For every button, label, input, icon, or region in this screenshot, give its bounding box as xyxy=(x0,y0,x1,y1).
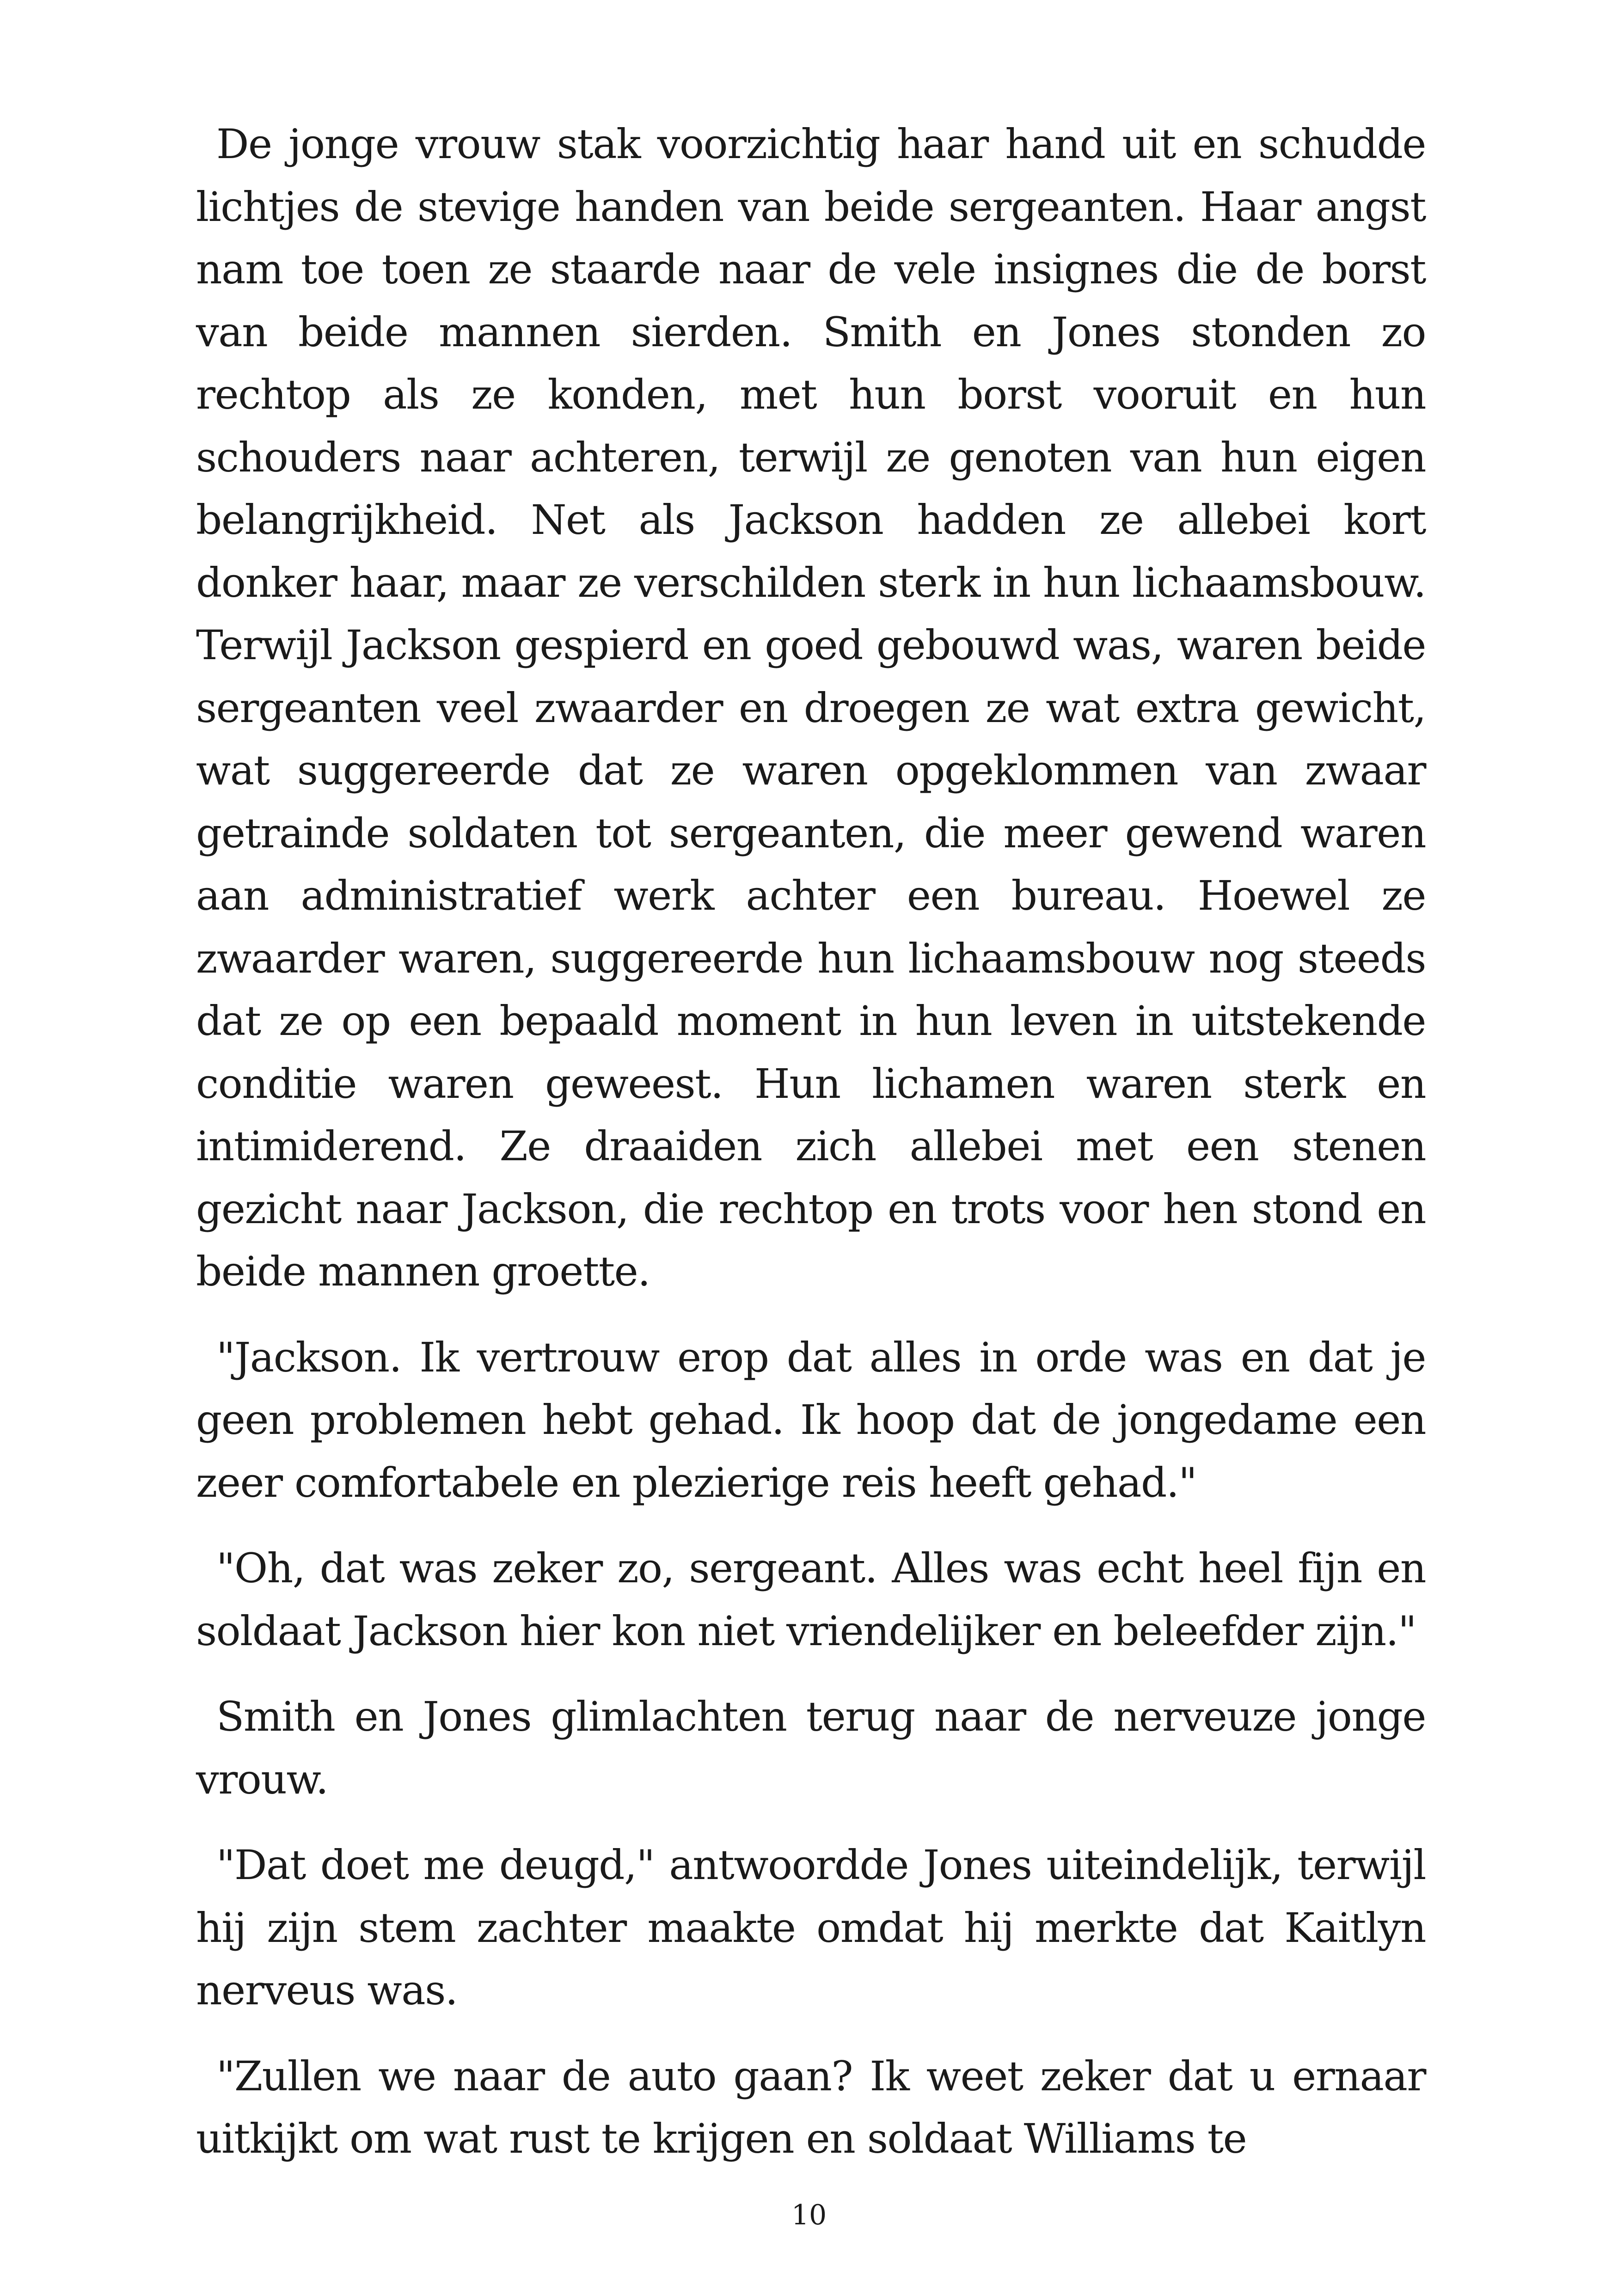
page-number: 10 xyxy=(791,2199,827,2231)
paragraph-1: De jonge vrouw stak voorzichtig haar hand uit en schudde lichtjes de stevige handen van beide sergeanten. Haar angst nam toe toen ze staarde naar de vele insignes die de borst van beide mannen sierden. Smith en Jones stonden zo rechtop als ze konden, met hun borst vooruit en hun schouders naar achteren, terwijl ze genoten van hun eigen belangrijkheid. Net als Jackson hadden ze allebei kort donker haar, maar ze verschilden sterk in hun lichaamsbouw. Terwijl Jackson gespierd en goed gebouwd was, waren beide sergeanten veel zwaarder en droegen ze wat extra gewicht, wat suggereerde dat ze waren opgeklommen van zwaar getrainde soldaten tot sergeanten, die meer gewend waren aan administratief werk achter een bureau. Hoewel ze zwaarder waren, suggereerde hun lichaamsbouw nog steeds dat ze op een bepaald moment in hun leven in uitstekende conditie waren geweest. Hun lichamen waren sterk en intimiderend. Ze draaiden zich allebei met een stenen gezicht naar Jackson, die rechtop en trots voor hen stond en beide mannen groette. xyxy=(196,120,1426,1295)
body-text xyxy=(196,113,1426,2193)
paragraph-3: "Oh, dat was zeker zo, sergeant. Alles was echt heel fijn en soldaat Jackson hier kon niet vriendelijker en beleefder zijn." xyxy=(196,1544,1426,1655)
paragraph-5: "Dat doet me deugd," antwoordde Jones uiteindelijk, terwijl hij zijn stem zachter maakte omdat hij merkte dat Kaitlyn nerveus was. xyxy=(196,1841,1426,2014)
paragraph-2: "Jackson. Ik vertrouw erop dat alles in orde was en dat je geen problemen hebt gehad. Ik hoop dat de jongedame een zeer comfortabele en plezierige reis heeft gehad." xyxy=(196,1333,1426,1506)
paragraph-6: "Zullen we naar de auto gaan? Ik weet zeker dat u ernaar uitkijkt om wat rust te krijgen en soldaat Williams te xyxy=(196,2052,1426,2162)
paragraph-4: Smith en Jones glimlachten terug naar de nerveuze jonge vrouw. xyxy=(196,1693,1426,1803)
